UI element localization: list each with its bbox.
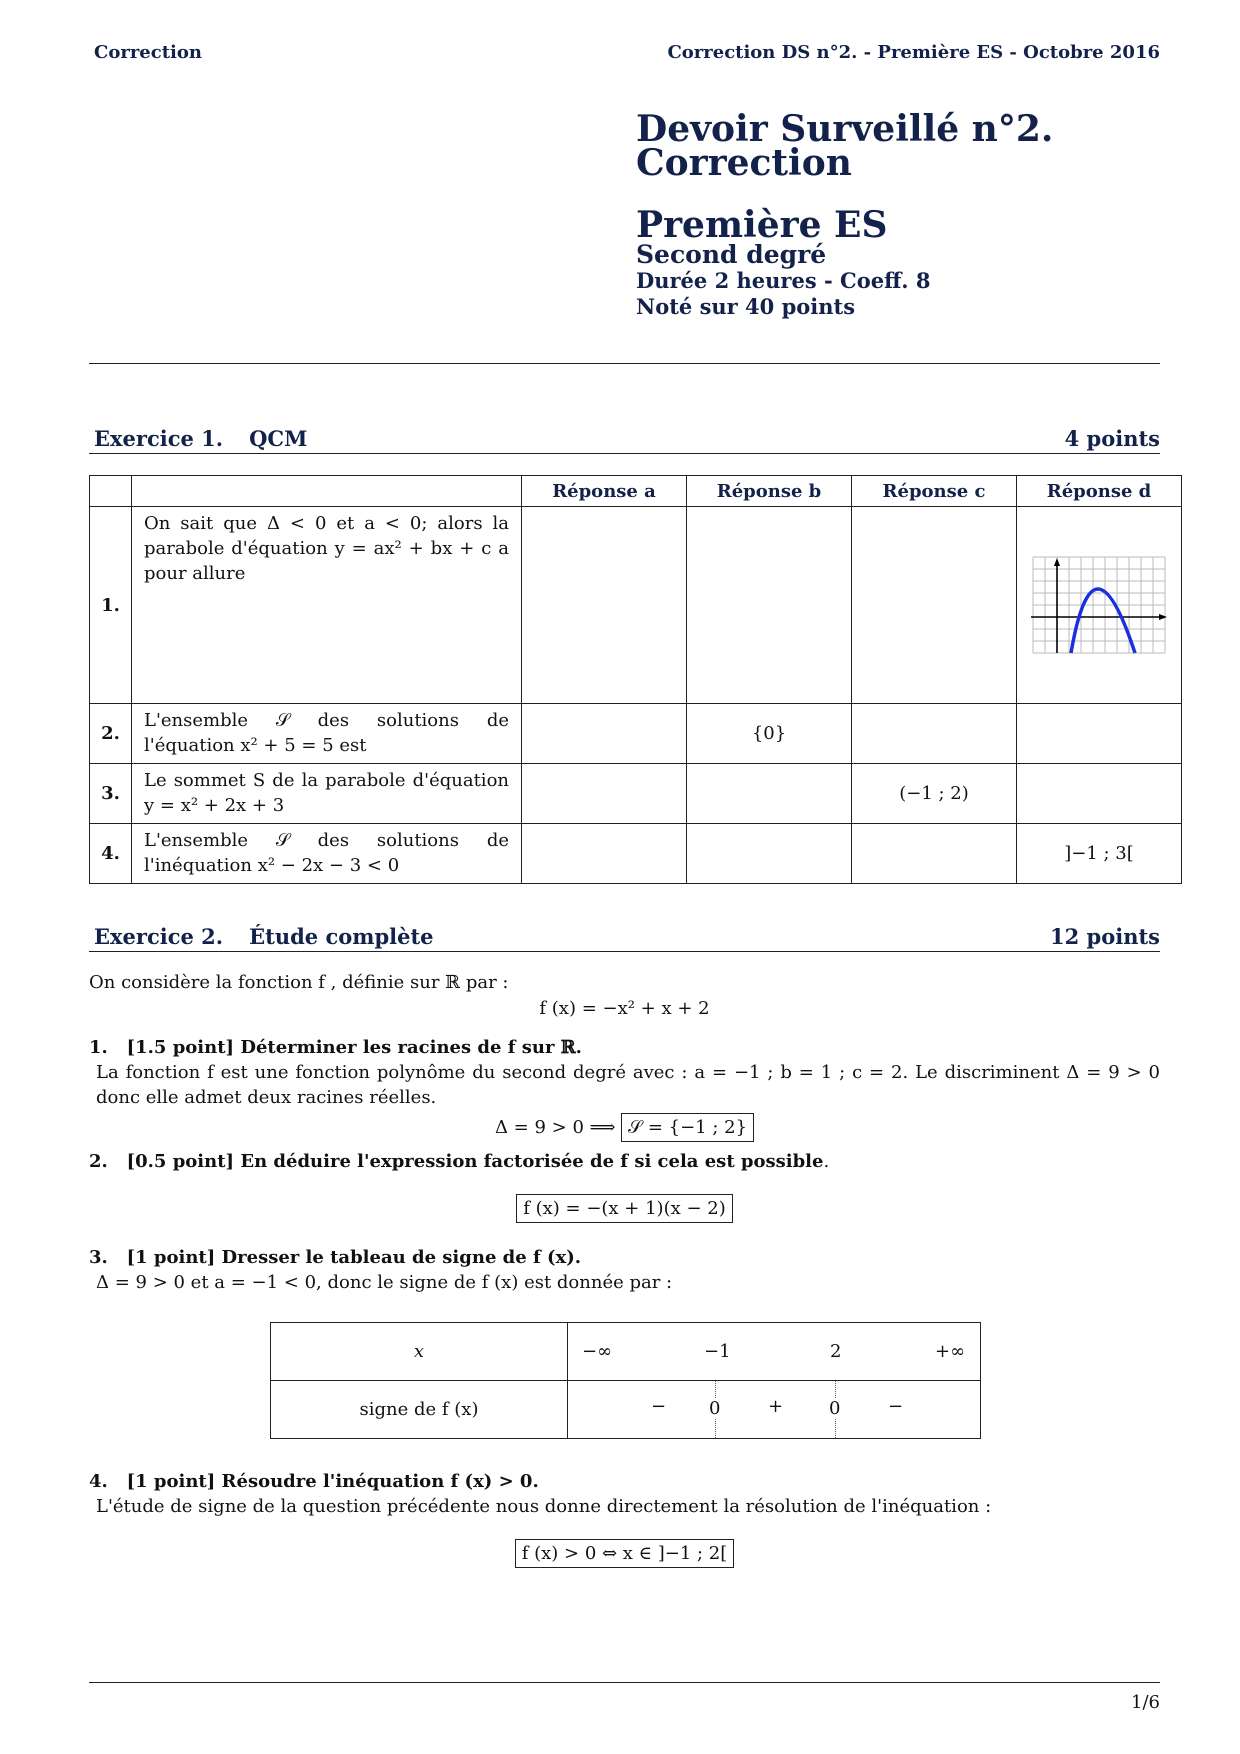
row-number: 1. xyxy=(90,507,132,704)
ex1-points: 4 points xyxy=(1064,426,1160,451)
answer-cell xyxy=(852,507,1017,704)
sign-table xyxy=(270,1322,981,1439)
answer-cell: (−1 ; 2) xyxy=(852,764,1017,824)
q1-title: Déterminer les racines de f sur ℝ. xyxy=(240,1037,582,1058)
qcm-table xyxy=(89,475,1182,884)
title-line-6: Noté sur 40 points xyxy=(636,294,856,319)
ex2-intro: On considère la fonction f , définie sur ℝ par : xyxy=(89,972,509,993)
q1-result-pre: Δ = 9 > 0 ⟹ xyxy=(494,1117,616,1138)
sign-zero: 0 xyxy=(709,1398,721,1419)
q3-points: [1 point] xyxy=(126,1247,216,1268)
sign-table-x-label: x xyxy=(271,1323,568,1381)
q4-title: Résoudre l'inéquation f (x) > 0. xyxy=(221,1471,539,1492)
header-right: Correction DS n°2. - Première ES - Octobre 2016 xyxy=(667,42,1160,63)
qcm-corner xyxy=(90,476,132,507)
x-value: −1 xyxy=(704,1341,731,1362)
sign-table-x-values xyxy=(568,1323,981,1381)
header-left: Correction xyxy=(94,42,202,63)
q2-points: [0.5 point] xyxy=(126,1151,235,1172)
answer-cell xyxy=(687,824,852,884)
title-line-3: Première ES xyxy=(636,204,888,246)
exercise-2-heading xyxy=(89,924,1160,952)
ex2-title: Étude complète xyxy=(249,924,434,949)
answer-cell xyxy=(522,507,687,704)
parabola-graph-icon xyxy=(1031,555,1167,655)
q3-title: Dresser le tableau de signe de f (x). xyxy=(221,1247,582,1268)
qcm-header-b: Réponse b xyxy=(687,476,852,507)
answer-cell xyxy=(852,824,1017,884)
sign-value: − xyxy=(888,1396,904,1417)
answer-cell xyxy=(522,764,687,824)
q1-number: 1. xyxy=(89,1037,108,1058)
answer-cell xyxy=(522,824,687,884)
q4-text: L'étude de signe de la question précédente nous donne directement la résolution de l'inéquation : xyxy=(96,1496,992,1517)
ex1-title: QCM xyxy=(249,426,308,451)
question-1 xyxy=(89,1035,1160,1142)
answer-cell xyxy=(1017,704,1182,764)
q2-number: 2. xyxy=(89,1151,108,1172)
q2-title: En déduire l'expression factorisée de f si cela est possible xyxy=(240,1151,824,1172)
table-row xyxy=(90,704,1182,764)
ex2-function: f (x) = −x² + x + 2 xyxy=(539,998,710,1019)
title-line-2: Correction xyxy=(636,142,852,184)
page-number: 1/6 xyxy=(1131,1692,1160,1713)
question-text: Le sommet S de la parabole d'équation y = x² + 2x + 3 xyxy=(132,764,522,824)
question-text: On sait que Δ < 0 et a < 0; alors la parabole d'équation y = ax² + bx + c a pour allure xyxy=(132,507,522,704)
top-rule xyxy=(89,363,1160,364)
q4-result-box: f (x) > 0 ⇔ x ∈ ]−1 ; 2[ xyxy=(515,1539,735,1568)
answer-cell xyxy=(852,704,1017,764)
row-number: 3. xyxy=(90,764,132,824)
sign-zero: 0 xyxy=(829,1398,841,1419)
question-text: L'ensemble 𝒮 des solutions de l'équation x² + 5 = 5 est xyxy=(132,704,522,764)
q1-points: [1.5 point] xyxy=(126,1037,235,1058)
table-row xyxy=(90,507,1182,704)
q1-text: La fonction f est une fonction polynôme du second degré avec : a = −1 ; b = 1 ; c = 2. Le discriminent Δ = 9 > 0 donc elle admet deux racines réelles. xyxy=(96,1062,1160,1108)
table-row xyxy=(90,824,1182,884)
table-row xyxy=(90,764,1182,824)
title-line-1: Devoir Surveillé n°2. xyxy=(636,108,1054,150)
ex2-label: Exercice 2. xyxy=(94,924,224,949)
qcm-question-header xyxy=(132,476,522,507)
question-text: L'ensemble 𝒮 des solutions de l'inéquation x² − 2x − 3 < 0 xyxy=(132,824,522,884)
title-line-5: Durée 2 heures - Coeff. 8 xyxy=(636,268,931,293)
q3-number: 3. xyxy=(89,1247,108,1268)
answer-cell xyxy=(522,704,687,764)
q4-number: 4. xyxy=(89,1471,108,1492)
q4-points: [1 point] xyxy=(126,1471,216,1492)
qcm-header-c: Réponse c xyxy=(852,476,1017,507)
q3-text: Δ = 9 > 0 et a = −1 < 0, donc le signe de f (x) est donnée par : xyxy=(96,1272,673,1293)
sign-value: + xyxy=(768,1396,784,1417)
sign-table-sign-values xyxy=(568,1381,981,1439)
row-number: 4. xyxy=(90,824,132,884)
ex1-label: Exercice 1. xyxy=(94,426,224,451)
answer-cell-graph xyxy=(1017,507,1182,704)
answer-cell: ]−1 ; 3[ xyxy=(1017,824,1182,884)
answer-cell xyxy=(1017,764,1182,824)
qcm-header-a: Réponse a xyxy=(522,476,687,507)
q1-result-box: 𝒮 = {−1 ; 2} xyxy=(621,1113,754,1142)
question-3 xyxy=(89,1245,1160,1295)
x-value: +∞ xyxy=(935,1341,966,1362)
row-number: 2. xyxy=(90,704,132,764)
qcm-header-d: Réponse d xyxy=(1017,476,1182,507)
sign-value: − xyxy=(651,1396,667,1417)
x-value: 2 xyxy=(830,1341,842,1362)
title-block xyxy=(636,108,1054,320)
exercise-1-heading xyxy=(89,426,1160,454)
x-value: −∞ xyxy=(582,1341,613,1362)
q2-result-box: f (x) = −(x + 1)(x − 2) xyxy=(516,1194,733,1223)
bottom-rule xyxy=(89,1682,1160,1683)
question-4 xyxy=(89,1469,1160,1568)
answer-cell xyxy=(687,764,852,824)
answer-cell xyxy=(687,507,852,704)
title-line-4: Second degré xyxy=(636,240,827,269)
sign-table-sign-label: signe de f (x) xyxy=(271,1381,568,1439)
question-2: 2. [0.5 point] En déduire l'expression factorisée de f si cela est possible. f (x) = −(x + 1)(x − 2) xyxy=(89,1149,1160,1223)
answer-cell: {0} xyxy=(687,704,852,764)
ex2-points: 12 points xyxy=(1050,924,1160,949)
